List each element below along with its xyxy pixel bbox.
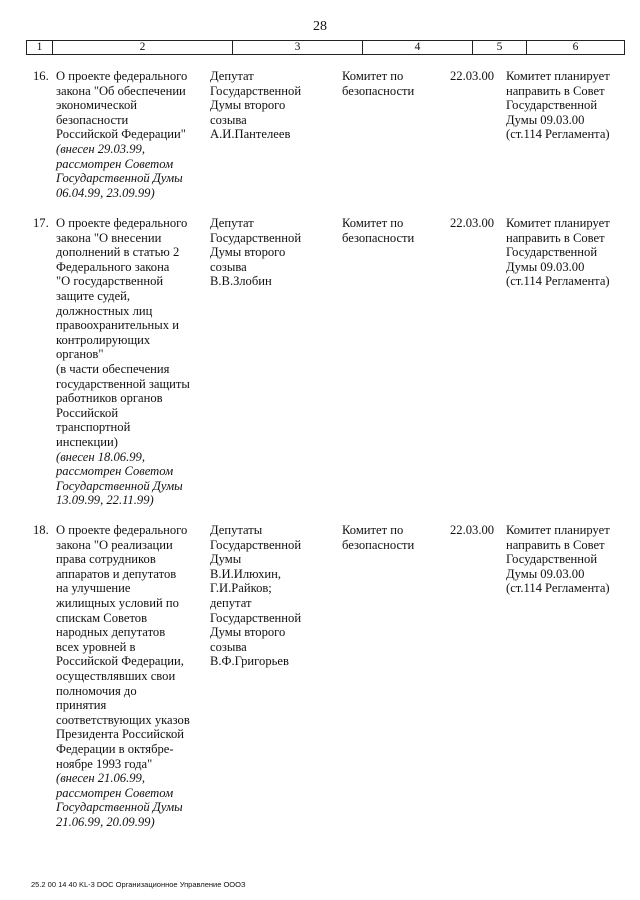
entry-committee	[342, 69, 446, 98]
plan-line: направить в Совет	[506, 537, 605, 552]
plan-line: Думы 09.03.00	[506, 259, 585, 274]
plan-line: Государственной	[506, 98, 598, 113]
title-line: Российской Федерации"	[56, 127, 186, 142]
author-line: созыва	[210, 639, 247, 654]
committee-line: безопасности	[342, 230, 415, 245]
author-line: А.И.Пантелеев	[210, 127, 291, 142]
author-line: Государственной	[210, 83, 302, 98]
title-line: контролирующих	[56, 332, 151, 347]
entry-date: 22.03.00	[450, 216, 495, 230]
committee-line: Комитет по	[342, 523, 404, 537]
page-number: 28	[313, 19, 327, 34]
entry-author	[210, 216, 338, 289]
status-line: Государственной Думы	[56, 800, 183, 815]
title-line: права сотрудников	[56, 552, 156, 567]
author-line: Депутат	[210, 216, 254, 230]
status-line: 13.09.99, 22.11.99)	[56, 493, 154, 508]
title-line: О проекте федерального	[56, 216, 188, 230]
committee-line: безопасности	[342, 83, 415, 98]
plan-line: направить в Совет	[506, 83, 605, 98]
author-line: депутат	[210, 595, 252, 610]
plan-line: Государственной	[506, 245, 598, 260]
plan-line: Комитет планирует	[506, 69, 610, 83]
author-line: Думы	[210, 552, 242, 567]
plan-line: Думы 09.03.00	[506, 566, 585, 581]
title-line: транспортной	[56, 420, 131, 435]
title-line: экономической	[56, 98, 138, 113]
status-line: Государственной Думы	[56, 171, 183, 186]
column-header-6: 6	[527, 41, 625, 55]
title-line: инспекции)	[56, 434, 118, 449]
entry-committee	[342, 523, 446, 552]
author-line: В.В.Злобин	[210, 274, 272, 289]
title-line: Федерального закона	[56, 259, 170, 274]
title-line: закона "Об обеспечении	[56, 83, 186, 98]
status-line: (внесен 21.06.99,	[56, 771, 145, 786]
entry-author	[210, 523, 338, 669]
plan-line: (ст.114 Регламента)	[506, 127, 610, 142]
entry-plan	[506, 216, 624, 289]
title-line: полномочия до	[56, 683, 137, 698]
title-line: ноябре 1993 года"	[56, 756, 153, 771]
author-line: В.Ф.Григорьев	[210, 654, 289, 669]
plan-line: Думы 09.03.00	[506, 112, 585, 127]
author-line: Государственной	[210, 610, 302, 625]
status-line: 06.04.99, 23.09.99)	[56, 185, 155, 200]
author-line: Государственной	[210, 537, 302, 552]
title-line: Федерации в октябре-	[56, 741, 174, 756]
plan-line: направить в Совет	[506, 230, 605, 245]
author-line: Думы второго	[210, 625, 286, 640]
entry-author	[210, 69, 338, 142]
status-line: (внесен 18.06.99,	[56, 449, 145, 464]
title-line: осуществлявших свои	[56, 668, 176, 683]
title-line: О проекте федерального	[56, 69, 188, 83]
title-line: Российской	[56, 405, 119, 420]
title-line: жилищных условий по	[56, 595, 179, 610]
entry-title	[56, 69, 206, 200]
title-line: "О государственной	[56, 274, 164, 289]
entry-title	[56, 216, 206, 508]
title-line: всех уровней в	[56, 639, 136, 654]
column-header-table	[26, 40, 625, 55]
entry-number: 17.	[33, 216, 49, 230]
plan-line: Комитет планирует	[506, 523, 610, 537]
title-line: закона "О внесении	[56, 230, 162, 245]
status-line: рассмотрен Советом	[56, 785, 174, 800]
entry-number: 16.	[33, 69, 49, 83]
title-line: Президента Российской	[56, 727, 185, 742]
status-line: рассмотрен Советом	[56, 464, 174, 479]
title-line: безопасности	[56, 112, 129, 127]
author-line: созыва	[210, 259, 247, 274]
title-line: О проекте федерального	[56, 523, 188, 537]
title-line: принятия	[56, 698, 107, 713]
plan-line: Государственной	[506, 552, 598, 567]
column-header-1: 1	[27, 41, 53, 55]
title-line: правоохранительных и	[56, 318, 179, 333]
title-line: работников органов	[56, 391, 163, 406]
plan-line: Комитет планирует	[506, 216, 610, 230]
committee-line: безопасности	[342, 537, 415, 552]
column-header-5: 5	[473, 41, 527, 55]
title-line: аппаратов и депутатов	[56, 566, 177, 581]
title-line: соответствующих указов	[56, 712, 190, 727]
author-line: Депутаты	[210, 523, 263, 537]
entry-title	[56, 523, 206, 829]
title-line: (в части обеспечения	[56, 361, 170, 376]
entry-number: 18.	[33, 523, 49, 537]
entry-plan	[506, 69, 624, 142]
status-line: 21.06.99, 20.09.99)	[56, 814, 155, 829]
entry-plan	[506, 523, 624, 596]
author-line: Государственной	[210, 230, 302, 245]
title-line: государственной защиты	[56, 376, 190, 391]
author-line: Депутат	[210, 69, 254, 83]
title-line: спискам Советов	[56, 610, 148, 625]
committee-line: Комитет по	[342, 216, 404, 230]
column-header-2: 2	[53, 41, 233, 55]
title-line: Российской Федерации,	[56, 654, 184, 669]
entry-date: 22.03.00	[450, 523, 495, 537]
author-line: созыва	[210, 112, 247, 127]
title-line: народных депутатов	[56, 625, 166, 640]
title-line: закона "О реализации	[56, 537, 173, 552]
committee-line: Комитет по	[342, 69, 404, 83]
title-line: на улучшение	[56, 581, 131, 596]
column-header-4: 4	[363, 41, 473, 55]
title-line: дополнений в статью 2	[56, 245, 180, 260]
plan-line: (ст.114 Регламента)	[506, 274, 610, 289]
status-line: Государственной Думы	[56, 478, 183, 493]
status-line: (внесен 29.03.99,	[56, 141, 145, 156]
title-line: защите судей,	[56, 288, 131, 303]
column-header-3: 3	[233, 41, 363, 55]
entry-committee	[342, 216, 446, 245]
entry-date: 22.03.00	[450, 69, 495, 83]
author-line: В.И.Илюхин,	[210, 566, 282, 581]
author-line: Думы второго	[210, 98, 286, 113]
author-line: Г.И.Райков;	[210, 581, 272, 596]
status-line: рассмотрен Советом	[56, 156, 174, 171]
page-footer: 25.2 00 14 40 KL-3 DOC Организационное Управление ОООЗ	[31, 880, 246, 889]
author-line: Думы второго	[210, 245, 286, 260]
plan-line: (ст.114 Регламента)	[506, 581, 610, 596]
title-line: должностных лиц	[56, 303, 153, 318]
title-line: органов"	[56, 347, 104, 362]
